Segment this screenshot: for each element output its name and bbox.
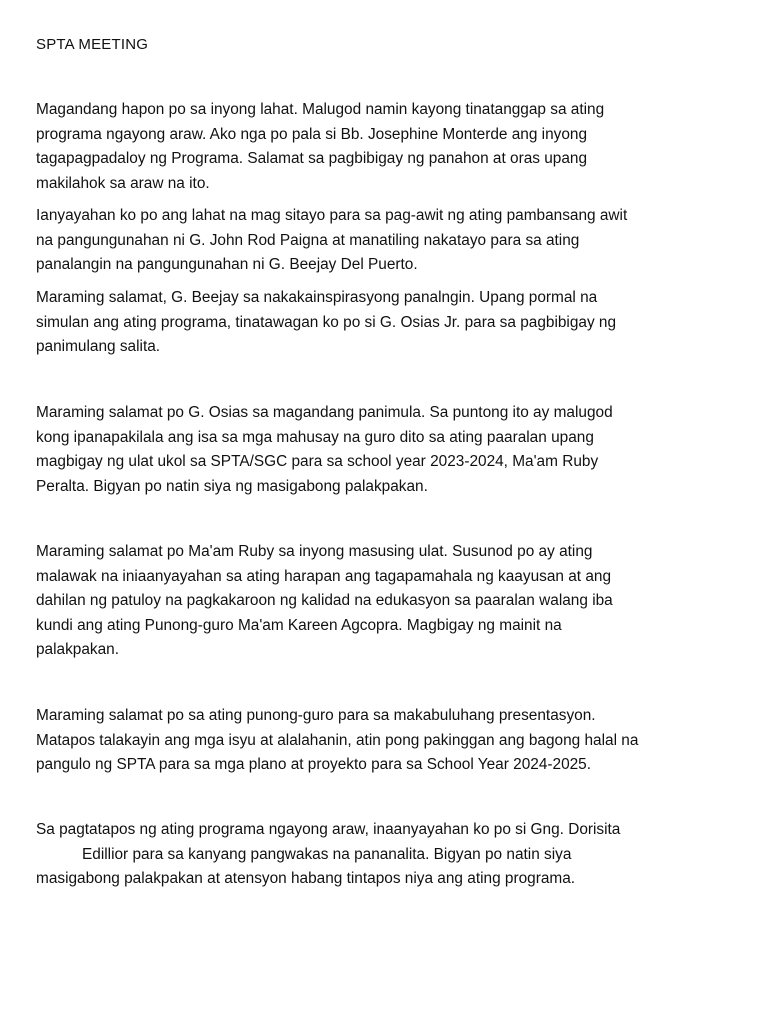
- paragraph-line: Maraming salamat po sa ating punong-guro para sa makabuluhang presentasyon.: [36, 707, 596, 724]
- paragraph-line: Edillior para sa kanyang pangwakas na pananalita. Bigyan po natin siya: [82, 845, 572, 863]
- paragraph-line: Sa pagtatapos ng ating programa ngayong araw, inaanyayahan ko po si Gng. Dorisita: [36, 821, 621, 838]
- paragraph-closing: [36, 818, 728, 892]
- paragraph-line: dahilan ng patuloy na pagkakaroon ng kalidad na edukasyon sa paaralan walang iba: [36, 592, 613, 610]
- paragraph-line: Ianyayahan ko po ang lahat na mag sitayo para sa pag-awit ng ating pambansang awit: [36, 207, 628, 224]
- document-title: SPTA MEETING: [36, 36, 149, 53]
- paragraph-new-president: [36, 704, 728, 778]
- paragraph-line: na pangungunahan ni G. John Rod Paigna at manatiling nakatayo para sa ating: [36, 231, 580, 249]
- paragraph-line: palakpakan.: [36, 641, 120, 659]
- paragraph-line: Magandang hapon po sa inyong lahat. Malugod namin kayong tinatanggap sa ating: [36, 101, 605, 118]
- paragraph-welcome: [36, 98, 728, 196]
- paragraph-opening-remarks: [36, 286, 728, 360]
- paragraph-line: panalangin na pangungunahan ni G. Beejay Del Puerto.: [36, 256, 418, 274]
- paragraph-line: Peralta. Bigyan po natin siya ng masigabong palakpakan.: [36, 477, 428, 495]
- paragraph-line: masigabong palakpakan at atensyon habang tintapos niya ang ating programa.: [36, 870, 576, 888]
- paragraph-line: Maraming salamat, G. Beejay sa nakakainspirasyong panalngin. Upang pormal na: [36, 289, 598, 306]
- paragraph-line: simulan ang ating programa, tinatawagan ko po si G. Osias Jr. para sa pagbibigay ng: [36, 313, 617, 331]
- paragraph-line: Maraming salamat po G. Osias sa magandang panimula. Sa puntong ito ay malugod: [36, 404, 613, 421]
- paragraph-line: panimulang salita.: [36, 338, 161, 356]
- paragraph-line: pangulo ng SPTA para sa mga plano at proyekto para sa School Year 2024-2025.: [36, 756, 592, 774]
- paragraph-line: programa ngayong araw. Ako nga po pala si Bb. Josephine Monterde ang inyong: [36, 125, 588, 143]
- paragraph-line: Matapos talakayin ang mga isyu at alalahanin, atin pong pakinggan ang bagong halal na: [36, 731, 639, 749]
- paragraph-line: malawak na iniaanyayahan sa ating harapan ang tagapamahala ng kaayusan at ang: [36, 567, 612, 585]
- paragraph-line: magbigay ng ulat ukol sa SPTA/SGC para sa school year 2023-2024, Ma'am Ruby: [36, 453, 599, 471]
- paragraph-principal: [36, 540, 728, 663]
- paragraph-line: Maraming salamat po Ma'am Ruby sa inyong masusing ulat. Susunod po ay ating: [36, 543, 593, 560]
- paragraph-line: kundi ang ating Punong-guro Ma'am Kareen Agcopra. Magbigay ng mainit na: [36, 616, 562, 634]
- paragraph-anthem-prayer: [36, 204, 728, 278]
- paragraph-line: makilahok sa araw na ito.: [36, 174, 210, 192]
- paragraph-spta-report: [36, 401, 728, 499]
- paragraph-line: kong ipanapakilala ang isa sa mga mahusay na guro dito sa ating paaralan upang: [36, 428, 594, 446]
- paragraph-line: tagapagpadaloy ng Programa. Salamat sa pagbibigay ng panahon at oras upang: [36, 150, 588, 168]
